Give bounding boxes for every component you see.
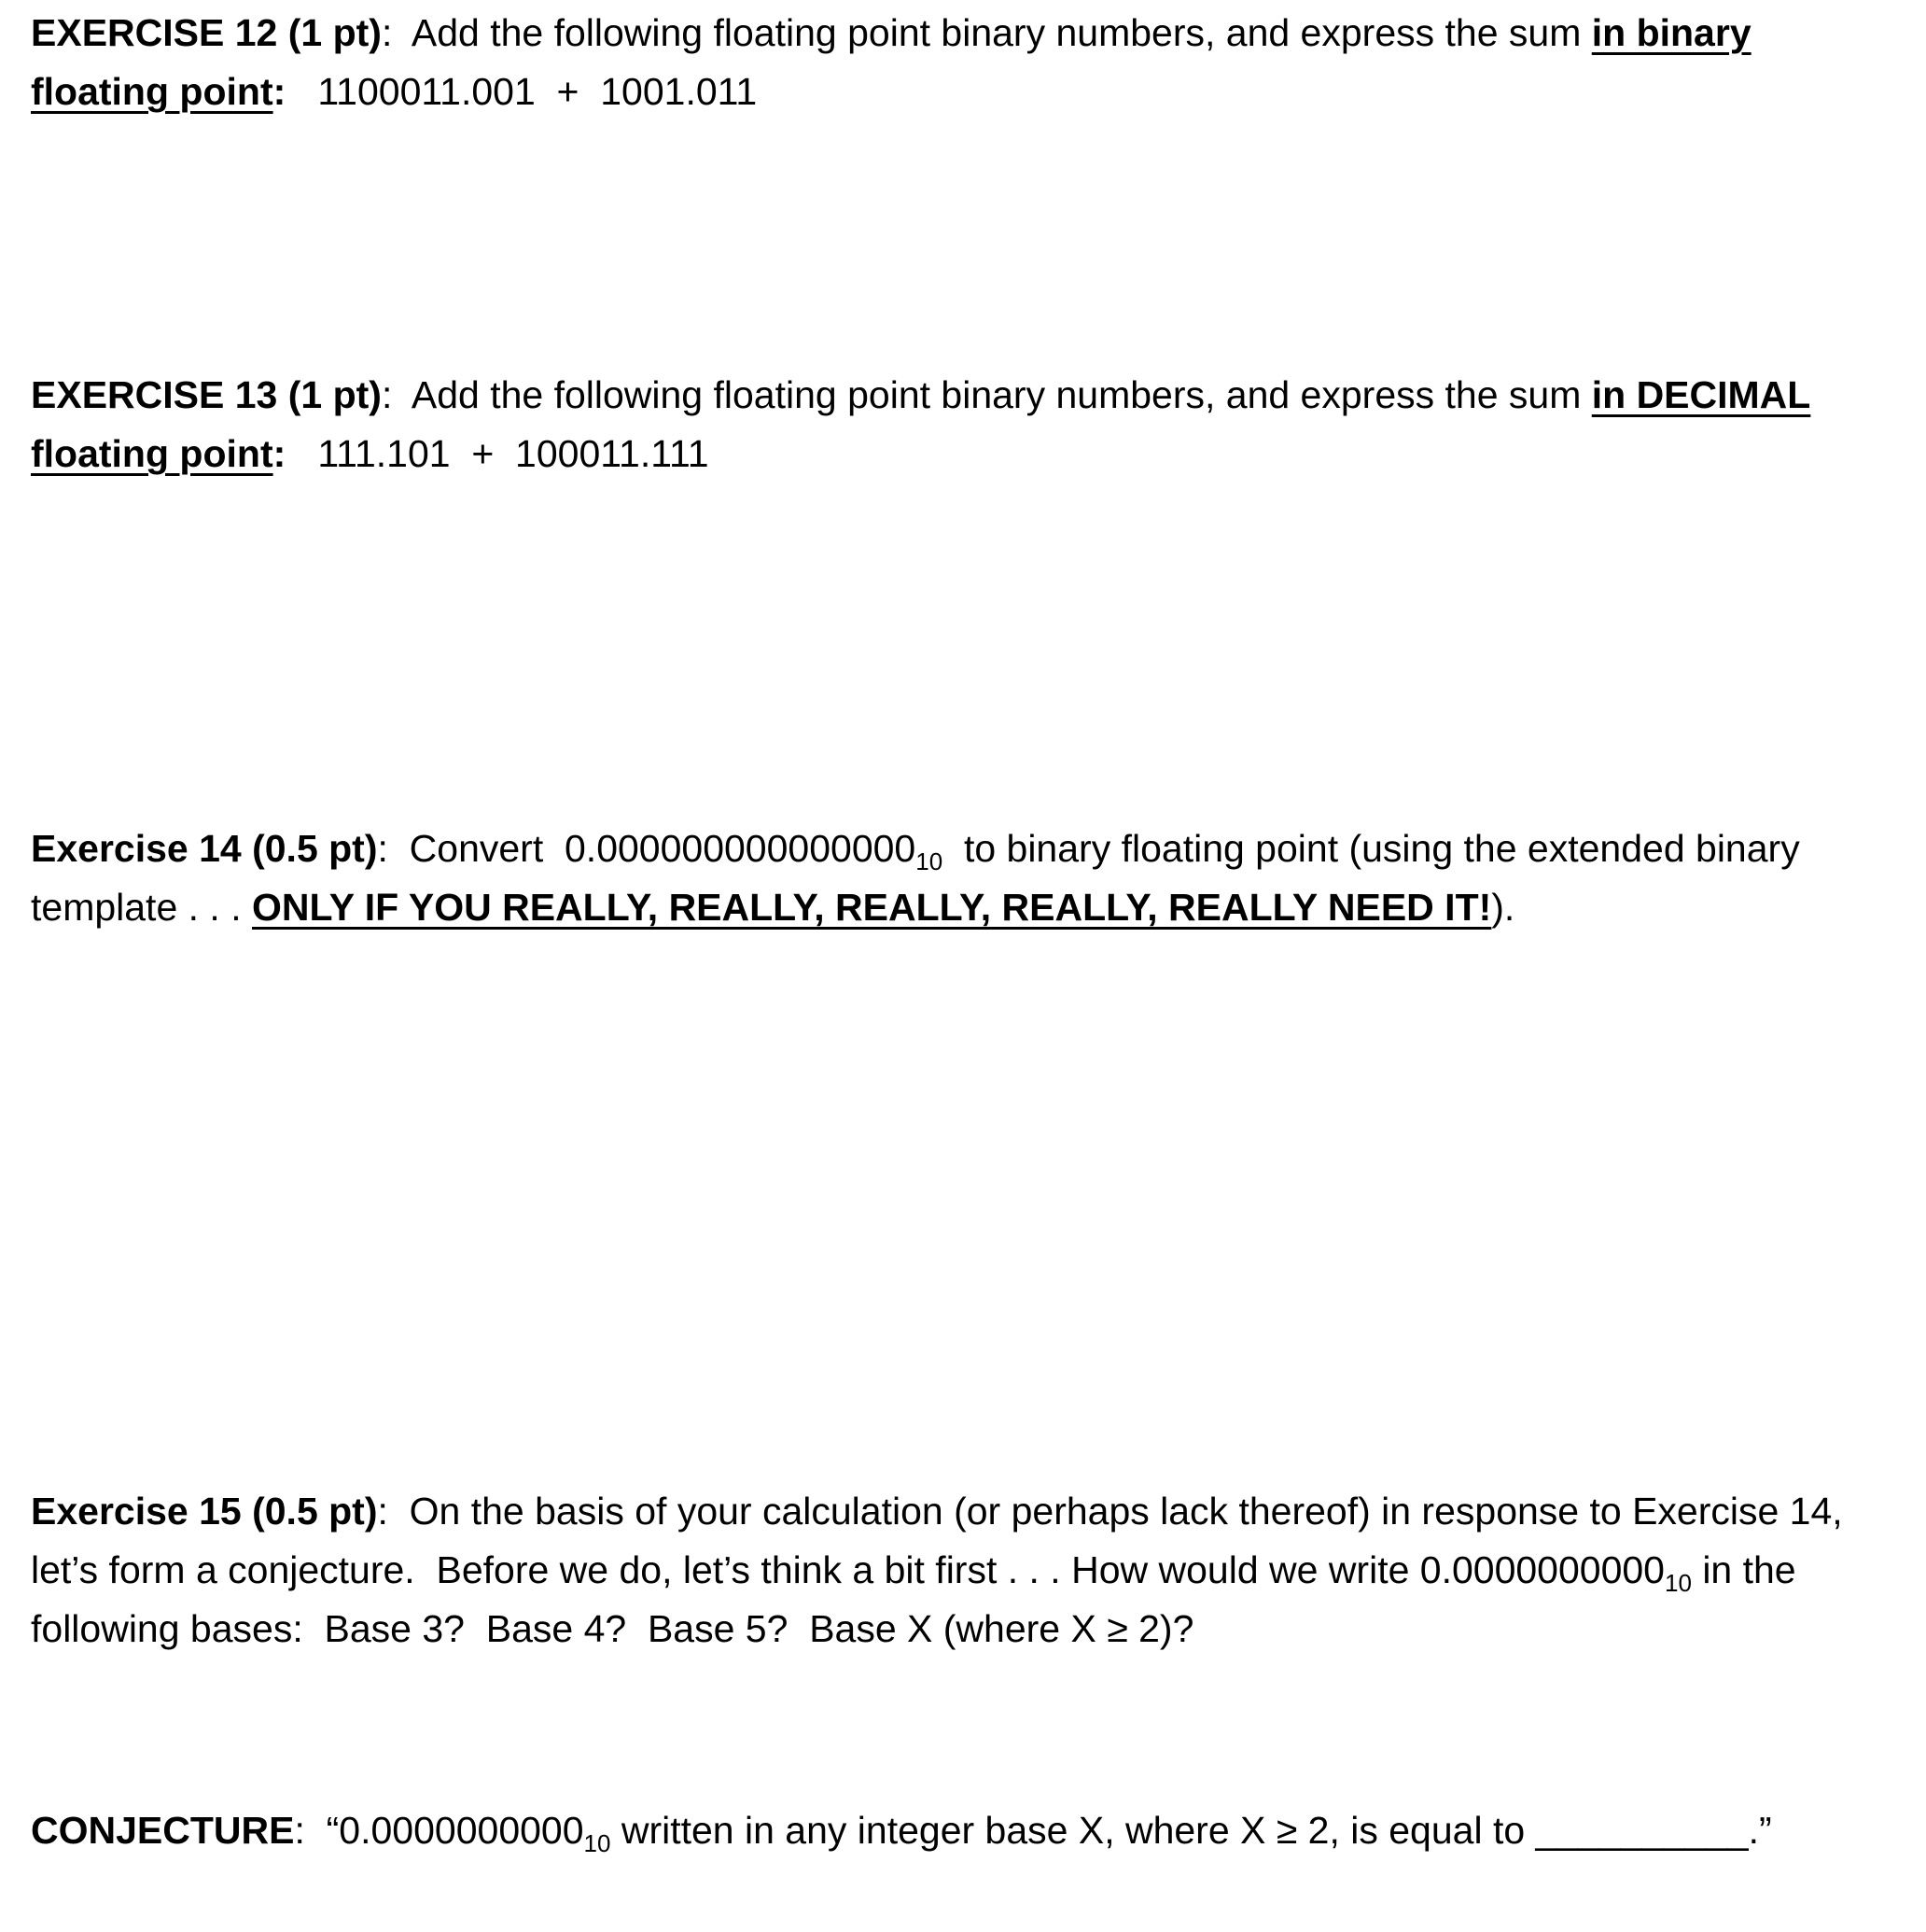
exercise-13-lead-text: : Add the following floating point binary numbers, and express the sum (381, 373, 1592, 416)
exercise-13-line-2 (31, 425, 1907, 483)
conjecture-line (31, 1801, 1907, 1860)
exercise-13-paragraph (31, 366, 1907, 483)
exercise-13-heading: EXERCISE 13 (1 pt) (31, 373, 382, 416)
conjecture-tail-text: written in any integer base X, where X ≥ 2, is equal to __________.” (610, 1809, 1772, 1852)
exercise-14-after-subscript-text: to binary floating point (using the extended binary (942, 827, 1800, 870)
exercise-15-line-1 (31, 1482, 1907, 1541)
exercise-14-line-2 (31, 878, 1907, 937)
exercise-12-paragraph (31, 4, 1907, 121)
exercise-14-emphasis: ONLY IF YOU REALLY, REALLY, REALLY, REALLY, REALLY NEED IT! (252, 886, 1492, 929)
exercise-15-line1-text: : On the basis of your calculation (or perhaps lack thereof) in response to Exercise 14, (377, 1490, 1843, 1533)
exercise-12-line-2 (31, 63, 1907, 121)
exercise-14-line-1 (31, 819, 1907, 878)
conjecture-paragraph (31, 1801, 1907, 1860)
exercise-14-paragraph (31, 819, 1907, 937)
exercise-13-line-1 (31, 366, 1907, 425)
exercise-15-line2-lead: let’s form a conjecture. Before we do, let’s think a bit first . . . How would we write 0.0000000000 (31, 1548, 1665, 1591)
conjecture-heading: CONJECTURE (31, 1809, 295, 1852)
conjecture-base-subscript: 10 (583, 1829, 611, 1857)
exercise-15-line-2 (31, 1541, 1907, 1600)
exercise-12-emphasis-line1: in binary (1591, 11, 1752, 54)
exercise-14-line2-lead: template . . . (31, 886, 252, 929)
exercise-15-heading: Exercise 15 (0.5 pt) (31, 1490, 378, 1533)
exercise-14-base-subscript: 10 (915, 847, 943, 875)
exercise-14-lead-text: : Convert 0.000000000000000 (377, 827, 916, 870)
exercise-12-heading: EXERCISE 12 (1 pt) (31, 11, 382, 54)
exercise-15-line3-text: following bases: Base 3? Base 4? Base 5? Base X (where X ≥ 2)? (31, 1607, 1194, 1650)
exercise-13-emphasis-line2: floating point (31, 432, 273, 475)
exercise-12-expression: 1100011.001 + 1001.011 (286, 70, 758, 113)
exercise-15-line-3 (31, 1600, 1907, 1659)
exercise-14-line2-tail: ). (1491, 886, 1515, 929)
exercise-13-colon: : (272, 432, 286, 475)
exercise-12-line-1 (31, 4, 1907, 63)
exercise-15-base-subscript: 10 (1665, 1569, 1692, 1597)
exercise-15-paragraph (31, 1482, 1907, 1659)
exercise-15-line2-tail: in the (1691, 1548, 1796, 1591)
exercise-12-colon: : (272, 70, 286, 113)
exercise-13-emphasis-line1: in DECIMAL (1591, 373, 1811, 416)
exercise-14-heading: Exercise 14 (0.5 pt) (31, 827, 378, 870)
exercise-13-expression: 111.101 + 100011.111 (286, 432, 709, 475)
conjecture-lead-text: : “0.0000000000 (294, 1809, 584, 1852)
exercise-12-emphasis-line2: floating point (31, 70, 273, 113)
exercise-12-lead-text: : Add the following floating point binary numbers, and express the sum (381, 11, 1592, 54)
